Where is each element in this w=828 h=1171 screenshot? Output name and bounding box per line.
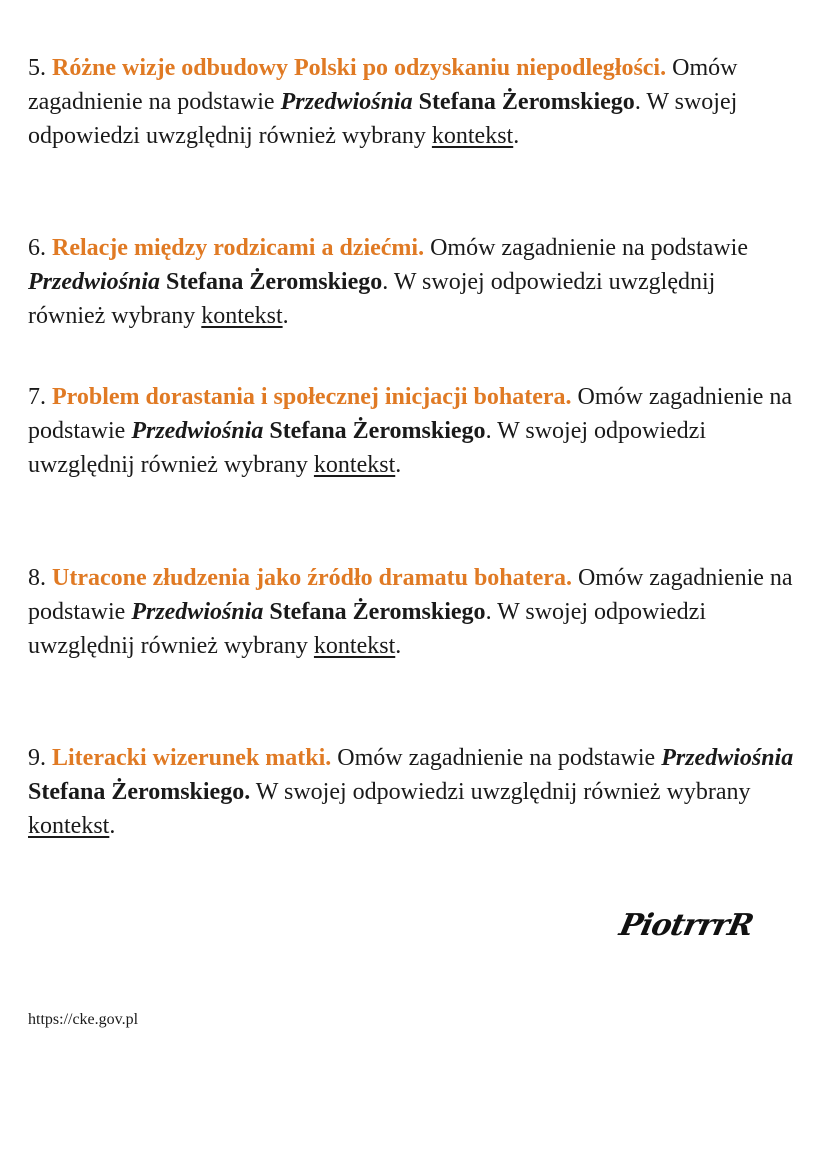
topic-title: Relacje między rodzicami a dziećmi.: [52, 235, 425, 261]
context-link: kontekst: [28, 813, 110, 839]
author-name: Stefana Żeromskiego: [166, 269, 383, 295]
source-url: https://cke.gov.pl: [28, 1011, 139, 1028]
topic-8: [28, 561, 798, 663]
topic-number: 7.: [28, 384, 46, 410]
topic-lead: Omów zagadnienie na podstawie: [430, 235, 748, 261]
topic-lead: Omów zagadnienie na podstawie: [337, 745, 656, 771]
topic-number: 9.: [28, 745, 46, 771]
topic-lead: Omów zagadnienie na podstawie: [28, 384, 793, 444]
topic-end: .: [395, 452, 402, 478]
author-name: Stefana Żeromskiego: [269, 418, 486, 444]
topic-instruction: . W swojej odpowiedzi uwzględnij również wybrany: [28, 418, 706, 478]
author-name: Stefana Żeromskiego.: [28, 779, 251, 805]
topic-instruction: . W swojej odpowiedzi uwzględnij również wybrany: [28, 89, 738, 149]
topic-title: Literacki wizerunek matki.: [52, 745, 332, 771]
topic-instruction: W swojej odpowiedzi uwzględnij również wybrany: [250, 779, 751, 805]
topic-5: [28, 51, 798, 153]
topic-title: Różne wizje odbudowy Polski po odzyskaniu niepodległości.: [52, 55, 667, 81]
context-link: kontekst: [201, 303, 283, 329]
work-title: Przedwiośnia: [661, 745, 794, 771]
work-title: Przedwiośnia: [28, 269, 161, 295]
topic-number: 8.: [28, 565, 46, 591]
work-title: Przedwiośnia: [131, 418, 264, 444]
work-title: Przedwiośnia: [131, 599, 264, 625]
topic-instruction: . W swojej odpowiedzi uwzględnij również wybrany: [28, 269, 716, 329]
context-link: kontekst: [431, 123, 514, 149]
author-name: Stefana Żeromskiego: [269, 599, 486, 625]
topic-lead: Omów zagadnienie na podstawie: [28, 565, 793, 625]
topic-lead: Omów zagadnienie na podstawie: [28, 55, 738, 115]
author-signature: PiotrrrR: [616, 908, 756, 943]
topic-title: Utracone złudzenia jako źródło dramatu bohatera.: [52, 565, 572, 591]
topic-end: .: [109, 813, 116, 839]
topic-end: .: [513, 123, 520, 149]
topic-end: .: [282, 303, 289, 329]
topic-6: [28, 231, 798, 333]
context-link: kontekst: [313, 452, 396, 478]
work-title: Przedwiośnia: [280, 89, 413, 115]
topic-number: 5.: [28, 55, 46, 81]
author-name: Stefana Żeromskiego: [418, 89, 635, 115]
context-link: kontekst: [313, 633, 396, 659]
topic-instruction: . W swojej odpowiedzi uwzględnij również wybrany: [28, 599, 706, 659]
topic-end: .: [395, 633, 402, 659]
topic-number: 6.: [28, 235, 46, 261]
topic-9: [28, 741, 798, 843]
topic-7: [28, 380, 798, 482]
topic-title: Problem dorastania i społecznej inicjacji bohatera.: [52, 384, 572, 410]
